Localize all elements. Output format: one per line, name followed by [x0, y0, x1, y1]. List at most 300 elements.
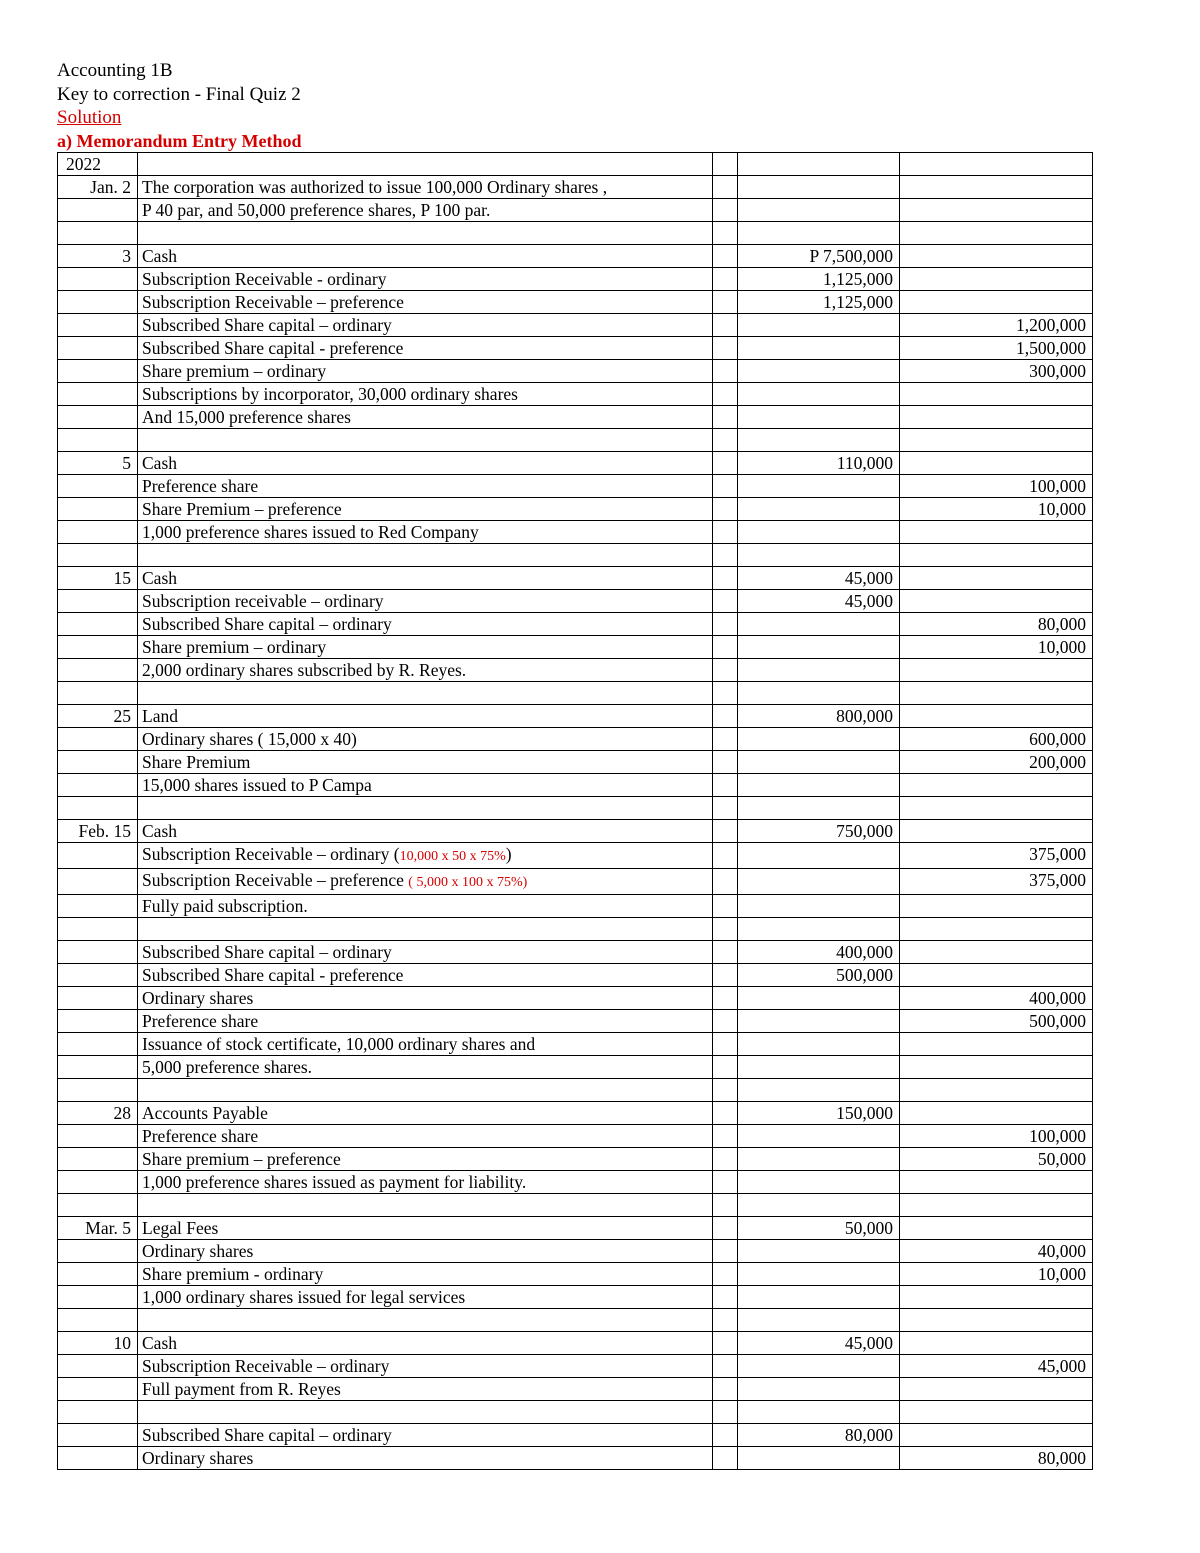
credit-amount: [900, 964, 1093, 987]
debit-amount: [738, 1148, 900, 1171]
entry-date: [58, 1033, 138, 1056]
entry-date: [58, 869, 138, 895]
entry-date: [58, 337, 138, 360]
spacer-cell: [713, 521, 738, 544]
debit-amount: [738, 383, 900, 406]
entry-description: Share premium – preference: [138, 1148, 713, 1171]
entry-description: Subscribed Share capital - preference: [138, 337, 713, 360]
table-row: [58, 843, 1093, 869]
table-row: [58, 1033, 1093, 1056]
credit-amount: 300,000: [900, 360, 1093, 383]
entry-date: [58, 964, 138, 987]
entry-description: [138, 1079, 713, 1102]
debit-amount: [738, 1447, 900, 1470]
entry-date: [58, 1125, 138, 1148]
table-row: [58, 475, 1093, 498]
debit-amount: [738, 1401, 900, 1424]
entry-date: [58, 774, 138, 797]
entry-date: [58, 1401, 138, 1424]
entry-date: [58, 1447, 138, 1470]
entry-description: Fully paid subscription.: [138, 895, 713, 918]
debit-amount: [738, 475, 900, 498]
entry-description: Cash: [138, 452, 713, 475]
debit-amount: [738, 521, 900, 544]
credit-amount: [900, 1171, 1093, 1194]
spacer-cell: [713, 1194, 738, 1217]
table-row: [58, 268, 1093, 291]
entry-description: [138, 797, 713, 820]
entry-description: [138, 918, 713, 941]
debit-amount: 45,000: [738, 1332, 900, 1355]
entry-description: Subscribed Share capital – ordinary: [138, 314, 713, 337]
table-row: [58, 1010, 1093, 1033]
entry-date: [58, 1355, 138, 1378]
debit-amount: [738, 1079, 900, 1102]
entry-description: Ordinary shares: [138, 1447, 713, 1470]
entry-date: 3: [58, 245, 138, 268]
entry-date: [58, 1286, 138, 1309]
table-row: [58, 1056, 1093, 1079]
credit-amount: [900, 567, 1093, 590]
debit-amount: [738, 337, 900, 360]
entry-date: [58, 728, 138, 751]
credit-amount: 400,000: [900, 987, 1093, 1010]
credit-amount: [900, 941, 1093, 964]
entry-date: [58, 291, 138, 314]
credit-amount: [900, 452, 1093, 475]
debit-amount: [738, 895, 900, 918]
table-row: [58, 452, 1093, 475]
closing-paren: ): [505, 844, 512, 864]
spacer-cell: [713, 682, 738, 705]
spacer-cell: [713, 314, 738, 337]
entry-date: [58, 1424, 138, 1447]
entry-date: [58, 682, 138, 705]
table-row: [58, 406, 1093, 429]
table-row: [58, 1217, 1093, 1240]
table-row: [58, 1424, 1093, 1447]
spacer-cell: [713, 941, 738, 964]
entry-date: [58, 429, 138, 452]
entry-description: Share premium – ordinary: [138, 360, 713, 383]
credit-amount: [900, 774, 1093, 797]
account-name: Subscription Receivable – preference: [142, 870, 409, 890]
entry-description: [138, 429, 713, 452]
table-row: [58, 964, 1093, 987]
entry-date: [58, 1010, 138, 1033]
credit-amount: 375,000: [900, 843, 1093, 869]
entry-description: [138, 544, 713, 567]
entry-description: Legal Fees: [138, 1217, 713, 1240]
entry-date: [58, 751, 138, 774]
debit-amount: [738, 728, 900, 751]
spacer-cell: [713, 728, 738, 751]
spacer-cell: [713, 895, 738, 918]
table-row: [58, 1102, 1093, 1125]
debit-amount: [738, 1309, 900, 1332]
entry-date: [58, 895, 138, 918]
table-row: [58, 869, 1093, 895]
entry-description: 1,000 preference shares issued to Red Company: [138, 521, 713, 544]
spacer-cell: [713, 774, 738, 797]
credit-amount: 500,000: [900, 1010, 1093, 1033]
entry-date: Mar. 5: [58, 1217, 138, 1240]
debit-amount: [738, 1033, 900, 1056]
spacer-cell: [713, 1355, 738, 1378]
entry-description: [138, 682, 713, 705]
table-row: [58, 429, 1093, 452]
spacer-cell: [713, 1148, 738, 1171]
credit-amount: [900, 1401, 1093, 1424]
entry-date: [58, 987, 138, 1010]
table-row: [58, 918, 1093, 941]
entry-date: [58, 636, 138, 659]
credit-amount: [900, 895, 1093, 918]
table-row: [58, 895, 1093, 918]
table-row: [58, 1171, 1093, 1194]
credit-amount: [900, 429, 1093, 452]
spacer-cell: [713, 383, 738, 406]
entry-date: [58, 199, 138, 222]
debit-amount: [738, 429, 900, 452]
spacer-cell: [713, 544, 738, 567]
credit-amount: 50,000: [900, 1148, 1093, 1171]
debit-amount: [738, 613, 900, 636]
entry-description: Share premium - ordinary: [138, 1263, 713, 1286]
spacer-cell: [713, 869, 738, 895]
debit-amount: 500,000: [738, 964, 900, 987]
spacer-cell: [713, 498, 738, 521]
entry-description: Cash: [138, 567, 713, 590]
credit-amount: [900, 383, 1093, 406]
table-row: [58, 774, 1093, 797]
table-row: [58, 360, 1093, 383]
entry-description: Issuance of stock certificate, 10,000 ordinary shares and: [138, 1033, 713, 1056]
entry-description: Ordinary shares: [138, 1240, 713, 1263]
table-row: [58, 291, 1093, 314]
entry-date: 10: [58, 1332, 138, 1355]
entry-date: [58, 1309, 138, 1332]
credit-amount: [900, 1194, 1093, 1217]
table-row: [58, 1240, 1093, 1263]
entry-date: [58, 544, 138, 567]
entry-description: 5,000 preference shares.: [138, 1056, 713, 1079]
entry-description: Share Premium – preference: [138, 498, 713, 521]
debit-amount: [738, 544, 900, 567]
debit-amount: [738, 987, 900, 1010]
entry-date: [58, 797, 138, 820]
spacer-cell: [713, 964, 738, 987]
credit-amount: [900, 1332, 1093, 1355]
debit-amount: 400,000: [738, 941, 900, 964]
entry-description: Share premium – ordinary: [138, 636, 713, 659]
entry-date: [58, 1240, 138, 1263]
credit-amount: 10,000: [900, 498, 1093, 521]
entry-date: [58, 383, 138, 406]
credit-amount: 80,000: [900, 1447, 1093, 1470]
debit-amount: [738, 682, 900, 705]
debit-amount: [738, 659, 900, 682]
entry-date: [58, 406, 138, 429]
credit-amount: [900, 1286, 1093, 1309]
debit-amount: [738, 176, 900, 199]
credit-amount: [900, 1378, 1093, 1401]
table-row: [58, 1309, 1093, 1332]
credit-amount: 100,000: [900, 475, 1093, 498]
entry-date: Jan. 2: [58, 176, 138, 199]
debit-amount: [738, 1378, 900, 1401]
credit-amount: 80,000: [900, 613, 1093, 636]
debit-amount: [738, 869, 900, 895]
entry-description: [138, 1309, 713, 1332]
table-row: [58, 176, 1093, 199]
spacer-cell: [713, 820, 738, 843]
entry-description: The corporation was authorized to issue 100,000 Ordinary shares ,: [138, 176, 713, 199]
computation-note: ( 5,000 x 100 x 75%): [408, 875, 528, 890]
entry-description: [138, 1401, 713, 1424]
entry-description: Cash: [138, 820, 713, 843]
table-row: [58, 1125, 1093, 1148]
table-row: [58, 544, 1093, 567]
credit-amount: [900, 406, 1093, 429]
credit-amount: [900, 268, 1093, 291]
entry-date: [58, 918, 138, 941]
entry-description: 15,000 shares issued to P Campa: [138, 774, 713, 797]
entry-date: [58, 590, 138, 613]
spacer-cell: [713, 452, 738, 475]
table-row: [58, 613, 1093, 636]
entry-description: Preference share: [138, 1125, 713, 1148]
spacer-cell: [713, 659, 738, 682]
table-row: [58, 682, 1093, 705]
table-row: [58, 941, 1093, 964]
spacer-cell: [713, 987, 738, 1010]
table-row: [58, 987, 1093, 1010]
entry-date: [58, 1056, 138, 1079]
table-row: [58, 1148, 1093, 1171]
spacer-cell: [713, 918, 738, 941]
credit-amount: [900, 590, 1093, 613]
spacer-cell: [713, 1401, 738, 1424]
debit-amount: [738, 1010, 900, 1033]
spacer-cell: [713, 590, 738, 613]
credit-amount: 1,200,000: [900, 314, 1093, 337]
debit-amount: [738, 1286, 900, 1309]
entry-date: 25: [58, 705, 138, 728]
debit-amount: [738, 797, 900, 820]
entry-description: P 40 par, and 50,000 preference shares, P 100 par.: [138, 199, 713, 222]
credit-amount: [900, 1033, 1093, 1056]
debit-amount: [738, 636, 900, 659]
entry-description: And 15,000 preference shares: [138, 406, 713, 429]
debit-amount: 750,000: [738, 820, 900, 843]
entry-description: Cash: [138, 1332, 713, 1355]
entry-date: [58, 1079, 138, 1102]
entry-description: [138, 869, 713, 895]
entry-description: Share Premium: [138, 751, 713, 774]
year-cell: 2022: [58, 153, 138, 176]
method-heading: a) Memorandum Entry Method: [57, 131, 302, 151]
document-subtitle: Key to correction - Final Quiz 2: [57, 84, 301, 105]
debit-amount: [738, 1240, 900, 1263]
entry-description: 2,000 ordinary shares subscribed by R. Reyes.: [138, 659, 713, 682]
credit-amount: [900, 1309, 1093, 1332]
table-row: [58, 222, 1093, 245]
entry-description: [138, 843, 713, 869]
spacer-cell: [713, 429, 738, 452]
debit-amount: [738, 222, 900, 245]
spacer-cell: [713, 1286, 738, 1309]
entry-description: Preference share: [138, 1010, 713, 1033]
entry-date: 15: [58, 567, 138, 590]
debit-amount: 45,000: [738, 590, 900, 613]
debit-amount: [738, 1263, 900, 1286]
credit-amount: 375,000: [900, 869, 1093, 895]
table-row: [58, 1286, 1093, 1309]
entry-description: Full payment from R. Reyes: [138, 1378, 713, 1401]
computation-note: 10,000 x 50 x 75%: [399, 849, 506, 864]
entry-description: Accounts Payable: [138, 1102, 713, 1125]
entry-date: [58, 613, 138, 636]
entry-date: 5: [58, 452, 138, 475]
entry-description: Preference share: [138, 475, 713, 498]
table-row: [58, 751, 1093, 774]
entry-description: [138, 1194, 713, 1217]
credit-amount: [900, 1102, 1093, 1125]
table-row: [58, 567, 1093, 590]
credit-amount: [900, 820, 1093, 843]
credit-amount: [900, 291, 1093, 314]
table-row: [58, 245, 1093, 268]
entry-description: Subscription Receivable - ordinary: [138, 268, 713, 291]
debit-amount: [738, 1355, 900, 1378]
entry-date: [58, 222, 138, 245]
credit-amount: [900, 199, 1093, 222]
entry-description: Subscribed Share capital – ordinary: [138, 941, 713, 964]
table-row: [58, 383, 1093, 406]
spacer-cell: [713, 337, 738, 360]
entry-description: [138, 222, 713, 245]
credit-amount: 10,000: [900, 1263, 1093, 1286]
entry-date: [58, 1194, 138, 1217]
debit-amount: [738, 1056, 900, 1079]
credit-amount: [900, 1056, 1093, 1079]
debit-amount: [738, 1194, 900, 1217]
debit-amount: [738, 199, 900, 222]
credit-amount: 200,000: [900, 751, 1093, 774]
entry-date: [58, 360, 138, 383]
table-row: [58, 705, 1093, 728]
entry-date: [58, 475, 138, 498]
credit-amount: [900, 1079, 1093, 1102]
debit-amount: [738, 843, 900, 869]
debit-amount: [738, 360, 900, 383]
table-row-year: [58, 153, 1093, 176]
debit-amount: [738, 774, 900, 797]
table-row: [58, 1378, 1093, 1401]
entry-description: Ordinary shares ( 15,000 x 40): [138, 728, 713, 751]
entry-description: Subscriptions by incorporator, 30,000 ordinary shares: [138, 383, 713, 406]
credit-amount: [900, 1217, 1093, 1240]
table-row: [58, 1194, 1093, 1217]
table-row: [58, 1447, 1093, 1470]
debit-amount: 800,000: [738, 705, 900, 728]
entry-date: Feb. 15: [58, 820, 138, 843]
spacer-cell: [713, 245, 738, 268]
entry-date: [58, 498, 138, 521]
debit-amount: [738, 314, 900, 337]
debit-amount: 1,125,000: [738, 291, 900, 314]
debit-amount: P 7,500,000: [738, 245, 900, 268]
debit-amount: [738, 406, 900, 429]
solution-label: Solution: [57, 107, 122, 128]
spacer-cell: [713, 1010, 738, 1033]
credit-amount: [900, 176, 1093, 199]
debit-amount: 110,000: [738, 452, 900, 475]
spacer-cell: [713, 406, 738, 429]
credit-amount: [900, 1424, 1093, 1447]
entry-description: Land: [138, 705, 713, 728]
journal-table: [57, 152, 1093, 1470]
table-row: [58, 498, 1093, 521]
spacer-cell: [713, 1171, 738, 1194]
credit-amount: 600,000: [900, 728, 1093, 751]
credit-amount: 1,500,000: [900, 337, 1093, 360]
spacer-cell: [713, 1309, 738, 1332]
spacer-cell: [713, 1447, 738, 1470]
spacer-cell: [713, 291, 738, 314]
table-row: [58, 199, 1093, 222]
table-row: [58, 1401, 1093, 1424]
entry-date: [58, 1263, 138, 1286]
entry-date: [58, 268, 138, 291]
spacer-cell: [713, 567, 738, 590]
credit-amount: 100,000: [900, 1125, 1093, 1148]
spacer-cell: [713, 1033, 738, 1056]
spacer-cell: [713, 1079, 738, 1102]
entry-date: [58, 1378, 138, 1401]
spacer-cell: [713, 222, 738, 245]
spacer-cell: [713, 1378, 738, 1401]
spacer-cell: [713, 636, 738, 659]
credit-amount: [900, 544, 1093, 567]
table-row: [58, 1079, 1093, 1102]
table-row: [58, 521, 1093, 544]
debit-amount: 150,000: [738, 1102, 900, 1125]
spacer-cell: [713, 843, 738, 869]
table-row: [58, 314, 1093, 337]
course-title: Accounting 1B: [57, 60, 173, 81]
table-row: [58, 820, 1093, 843]
entry-date: [58, 1148, 138, 1171]
spacer-cell: [713, 613, 738, 636]
credit-amount: [900, 521, 1093, 544]
debit-amount: 80,000: [738, 1424, 900, 1447]
spacer-cell: [713, 1424, 738, 1447]
entry-date: [58, 521, 138, 544]
table-row: [58, 659, 1093, 682]
credit-amount: 10,000: [900, 636, 1093, 659]
spacer-cell: [713, 751, 738, 774]
credit-amount: [900, 245, 1093, 268]
spacer-cell: [713, 1125, 738, 1148]
entry-description: Subscribed Share capital - preference: [138, 964, 713, 987]
entry-description: 1,000 preference shares issued as payment for liability.: [138, 1171, 713, 1194]
entry-date: 28: [58, 1102, 138, 1125]
account-name: Subscription Receivable – ordinary (: [142, 844, 400, 864]
debit-amount: 1,125,000: [738, 268, 900, 291]
entry-date: [58, 843, 138, 869]
